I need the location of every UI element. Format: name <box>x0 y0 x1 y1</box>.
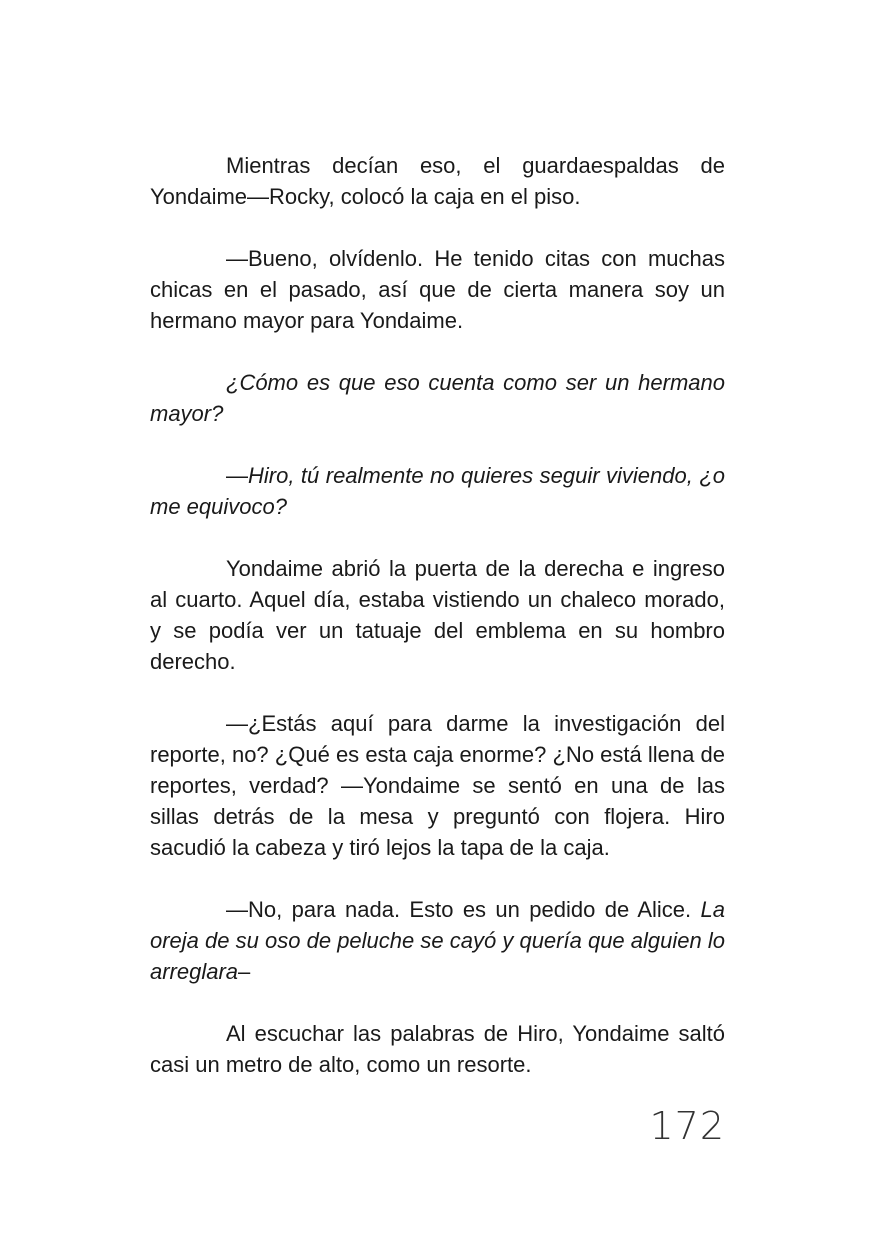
paragraph-4-text: Hiro, tú realmente no quieres seguir viviendo, ¿o me equivoco? <box>150 463 725 519</box>
paragraph-3 <box>150 367 725 429</box>
paragraph-7-italic-text: La oreja de su oso de peluche se cayó y quería que alguien lo arreglara <box>150 897 725 984</box>
paragraph-4 <box>150 460 725 522</box>
paragraph-7-dash: – <box>238 959 251 984</box>
paragraph-7 <box>150 894 725 987</box>
page-body <box>150 150 725 1080</box>
paragraph-2-text: —Bueno, olvídenlo. He tenido citas con muchas chicas en el pasado, así que de cierta manera soy un hermano mayor para Yondaime. <box>150 246 725 333</box>
paragraph-8 <box>150 1018 725 1080</box>
paragraph-7-text: —No, para nada. Esto es un pedido de Alice. <box>226 897 701 922</box>
paragraph-3-text: ¿Cómo es que eso cuenta como ser un hermano mayor? <box>150 370 725 426</box>
page-number: 172 <box>649 1104 725 1148</box>
paragraph-6 <box>150 708 725 863</box>
paragraph-8-text: Al escuchar las palabras de Hiro, Yondaime saltó casi un metro de alto, como un resorte. <box>150 1021 725 1077</box>
paragraph-5 <box>150 553 725 677</box>
paragraph-5-text: Yondaime abrió la puerta de la derecha e ingreso al cuarto. Aquel día, estaba vistiendo un chaleco morado, y se podía ver un tatuaje del emblema en su hombro derecho. <box>150 556 725 674</box>
paragraph-1-text: Mientras decían eso, el guardaespaldas de Yondaime—Rocky, colocó la caja en el piso. <box>150 153 725 209</box>
paragraph-2 <box>150 243 725 336</box>
paragraph-1 <box>150 150 725 212</box>
paragraph-6-text: —¿Estás aquí para darme la investigación del reporte, no? ¿Qué es esta caja enorme? ¿No está llena de reportes, verdad? —Yondaime se sentó en una de las sillas detrás de la mesa y preguntó con flojera. Hiro sacudió la cabeza y tiró lejos la tapa de la caja. <box>150 711 725 860</box>
paragraph-4-dash: — <box>226 463 248 488</box>
